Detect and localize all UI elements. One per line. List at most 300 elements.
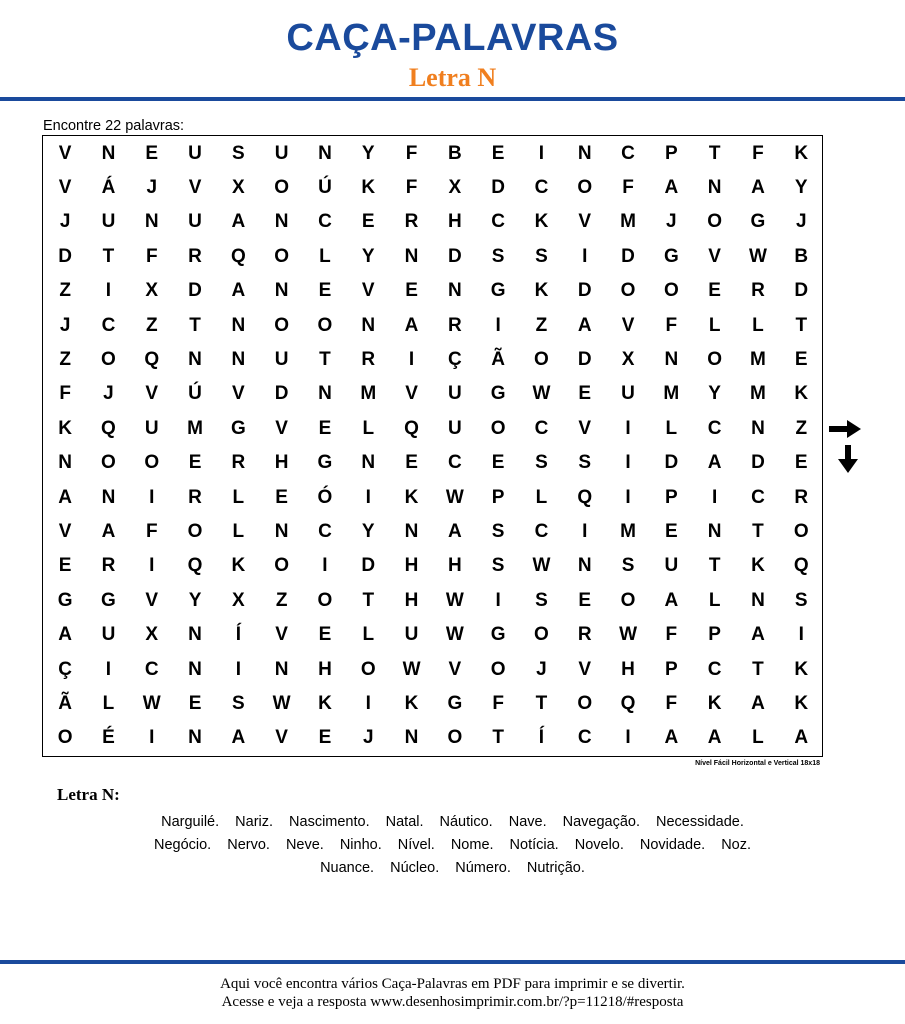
- grid-cell[interactable]: F: [145, 245, 158, 267]
- grid-cell[interactable]: X: [231, 589, 245, 611]
- grid-cell[interactable]: S: [535, 245, 548, 267]
- grid-cell[interactable]: X: [621, 349, 635, 371]
- grid-cell[interactable]: U: [144, 417, 159, 439]
- grid-cell[interactable]: O: [274, 314, 290, 336]
- grid-cell[interactable]: T: [492, 727, 504, 749]
- grid-cell[interactable]: K: [707, 693, 722, 715]
- grid-cell[interactable]: O: [274, 555, 290, 577]
- grid-cell[interactable]: O: [534, 349, 549, 371]
- grid-cell[interactable]: V: [58, 177, 72, 199]
- grid-cell[interactable]: I: [582, 245, 588, 267]
- grid-cell[interactable]: C: [534, 417, 549, 439]
- grid-cell[interactable]: L: [232, 521, 245, 543]
- grid-cell[interactable]: R: [361, 349, 376, 371]
- grid-cell[interactable]: E: [491, 142, 505, 164]
- grid-cell[interactable]: O: [317, 314, 333, 336]
- grid-cell[interactable]: Ú: [318, 177, 332, 199]
- grid-cell[interactable]: B: [794, 245, 809, 267]
- grid-cell[interactable]: E: [318, 280, 332, 302]
- grid-cell[interactable]: L: [362, 624, 375, 646]
- grid-cell[interactable]: Q: [230, 245, 246, 267]
- grid-cell[interactable]: K: [751, 555, 765, 577]
- grid-cell[interactable]: K: [361, 177, 376, 199]
- grid-cell[interactable]: O: [577, 177, 593, 199]
- grid-cell[interactable]: A: [101, 521, 116, 543]
- grid-cell[interactable]: P: [664, 142, 678, 164]
- grid-cell[interactable]: O: [144, 452, 160, 474]
- grid-cell[interactable]: V: [145, 383, 159, 405]
- grid-cell[interactable]: W: [445, 589, 464, 611]
- grid-cell[interactable]: G: [490, 624, 506, 646]
- grid-cell[interactable]: N: [144, 211, 159, 233]
- grid-cell[interactable]: G: [750, 211, 766, 233]
- grid-cell[interactable]: W: [445, 624, 464, 646]
- grid-cell[interactable]: V: [448, 658, 462, 680]
- grid-cell[interactable]: I: [712, 486, 718, 508]
- grid-cell[interactable]: U: [188, 211, 202, 233]
- grid-cell[interactable]: N: [274, 280, 289, 302]
- grid-cell[interactable]: O: [793, 521, 809, 543]
- grid-cell[interactable]: A: [794, 727, 809, 749]
- grid-cell[interactable]: K: [318, 693, 332, 715]
- grid-cell[interactable]: O: [490, 417, 506, 439]
- grid-cell[interactable]: V: [621, 314, 635, 336]
- grid-cell[interactable]: Z: [59, 349, 71, 371]
- grid-cell[interactable]: É: [102, 727, 115, 749]
- grid-cell[interactable]: A: [447, 521, 462, 543]
- grid-cell[interactable]: S: [231, 142, 245, 164]
- grid-cell[interactable]: E: [318, 624, 332, 646]
- grid-cell[interactable]: Q: [144, 349, 160, 371]
- grid-cell[interactable]: W: [272, 693, 291, 715]
- grid-cell[interactable]: O: [101, 452, 116, 474]
- grid-cell[interactable]: O: [274, 245, 290, 267]
- grid-cell[interactable]: C: [707, 658, 722, 680]
- grid-cell[interactable]: I: [582, 521, 588, 543]
- grid-cell[interactable]: Q: [577, 486, 593, 508]
- grid-cell[interactable]: S: [535, 452, 548, 474]
- grid-cell[interactable]: G: [317, 452, 333, 474]
- grid-cell[interactable]: Q: [620, 693, 636, 715]
- grid-cell[interactable]: G: [490, 280, 506, 302]
- grid-cell[interactable]: A: [751, 624, 765, 646]
- grid-cell[interactable]: N: [318, 383, 332, 405]
- grid-cell[interactable]: O: [360, 658, 376, 680]
- grid-cell[interactable]: J: [795, 211, 807, 233]
- grid-cell[interactable]: V: [708, 245, 721, 267]
- grid-cell[interactable]: G: [230, 417, 246, 439]
- grid-cell[interactable]: N: [188, 624, 202, 646]
- grid-cell[interactable]: W: [402, 658, 421, 680]
- grid-cell[interactable]: F: [622, 177, 634, 199]
- grid-cell[interactable]: X: [231, 177, 245, 199]
- grid-cell[interactable]: P: [664, 486, 678, 508]
- grid-cell[interactable]: T: [708, 142, 721, 164]
- grid-cell[interactable]: H: [447, 555, 462, 577]
- grid-cell[interactable]: A: [577, 314, 592, 336]
- grid-cell[interactable]: Ó: [317, 486, 333, 508]
- grid-cell[interactable]: E: [491, 452, 505, 474]
- grid-cell[interactable]: I: [538, 142, 545, 164]
- grid-cell[interactable]: I: [322, 555, 328, 577]
- grid-cell[interactable]: L: [319, 245, 331, 267]
- grid-cell[interactable]: W: [532, 555, 551, 577]
- grid-cell[interactable]: S: [231, 693, 245, 715]
- grid-cell[interactable]: N: [231, 349, 246, 371]
- grid-cell[interactable]: R: [404, 211, 419, 233]
- grid-cell[interactable]: L: [535, 486, 548, 508]
- grid-cell[interactable]: I: [495, 589, 501, 611]
- grid-cell[interactable]: S: [535, 589, 548, 611]
- grid-cell[interactable]: V: [578, 658, 592, 680]
- grid-cell[interactable]: J: [536, 658, 547, 680]
- grid-cell[interactable]: A: [231, 727, 246, 749]
- grid-cell[interactable]: V: [188, 177, 202, 199]
- grid-cell[interactable]: F: [665, 314, 678, 336]
- grid-cell[interactable]: D: [751, 452, 765, 474]
- grid-cell[interactable]: Z: [795, 417, 808, 439]
- grid-cell[interactable]: I: [408, 349, 415, 371]
- grid-cell[interactable]: Á: [101, 177, 116, 199]
- grid-cell[interactable]: U: [447, 383, 462, 405]
- grid-cell[interactable]: I: [625, 452, 631, 474]
- grid-cell[interactable]: E: [188, 693, 202, 715]
- grid-cell[interactable]: N: [274, 211, 289, 233]
- grid-cell[interactable]: I: [105, 280, 112, 302]
- grid-cell[interactable]: S: [491, 521, 505, 543]
- grid-cell[interactable]: C: [621, 142, 635, 164]
- grid-cell[interactable]: K: [231, 555, 246, 577]
- grid-cell[interactable]: Y: [794, 177, 808, 199]
- grid-cell[interactable]: N: [404, 727, 419, 749]
- grid-cell[interactable]: N: [707, 521, 722, 543]
- grid-cell[interactable]: Z: [275, 589, 288, 611]
- grid-cell[interactable]: E: [578, 589, 592, 611]
- grid-cell[interactable]: M: [360, 383, 377, 405]
- grid-cell[interactable]: F: [665, 624, 678, 646]
- grid-cell[interactable]: U: [101, 624, 116, 646]
- grid-cell[interactable]: H: [318, 658, 332, 680]
- grid-cell[interactable]: C: [101, 314, 116, 336]
- grid-cell[interactable]: C: [534, 177, 549, 199]
- grid-cell[interactable]: A: [664, 727, 679, 749]
- grid-cell[interactable]: K: [404, 486, 419, 508]
- grid-cell[interactable]: K: [794, 383, 809, 405]
- grid-cell[interactable]: L: [232, 486, 245, 508]
- grid-cell[interactable]: Y: [361, 521, 375, 543]
- grid-cell[interactable]: U: [404, 624, 419, 646]
- grid-cell[interactable]: N: [447, 280, 462, 302]
- grid-cell[interactable]: J: [103, 383, 114, 405]
- grid-cell[interactable]: E: [318, 727, 332, 749]
- grid-cell[interactable]: F: [405, 142, 418, 164]
- grid-cell[interactable]: W: [532, 383, 551, 405]
- grid-cell[interactable]: I: [625, 727, 631, 749]
- grid-cell[interactable]: D: [621, 245, 635, 267]
- grid-cell[interactable]: N: [404, 521, 419, 543]
- grid-cell[interactable]: E: [58, 555, 72, 577]
- grid-cell[interactable]: D: [274, 383, 289, 405]
- grid-cell[interactable]: W: [748, 245, 767, 267]
- grid-cell[interactable]: N: [318, 142, 332, 164]
- grid-cell[interactable]: X: [448, 177, 462, 199]
- grid-cell[interactable]: D: [794, 280, 809, 302]
- grid-cell[interactable]: F: [492, 693, 504, 715]
- grid-cell[interactable]: R: [188, 486, 202, 508]
- grid-cell[interactable]: X: [145, 280, 159, 302]
- grid-cell[interactable]: Ã: [58, 693, 73, 715]
- grid-cell[interactable]: T: [535, 693, 548, 715]
- grid-cell[interactable]: V: [231, 383, 245, 405]
- grid-cell[interactable]: A: [58, 486, 73, 508]
- grid-cell[interactable]: Q: [793, 555, 809, 577]
- grid-cell[interactable]: Q: [101, 417, 116, 439]
- grid-cell[interactable]: A: [404, 314, 419, 336]
- grid-cell[interactable]: S: [578, 452, 592, 474]
- grid-cell[interactable]: W: [142, 693, 161, 715]
- grid-cell[interactable]: O: [707, 349, 723, 371]
- grid-cell[interactable]: A: [231, 280, 246, 302]
- grid-cell[interactable]: C: [751, 486, 765, 508]
- grid-cell[interactable]: N: [188, 349, 202, 371]
- grid-cell[interactable]: N: [361, 314, 376, 336]
- grid-cell[interactable]: M: [750, 383, 766, 405]
- grid-cell[interactable]: T: [189, 314, 201, 336]
- grid-cell[interactable]: S: [491, 245, 505, 267]
- grid-cell[interactable]: G: [490, 383, 506, 405]
- grid-cell[interactable]: N: [577, 555, 592, 577]
- grid-cell[interactable]: M: [663, 383, 680, 405]
- grid-cell[interactable]: J: [59, 314, 71, 336]
- grid-cell[interactable]: L: [752, 727, 764, 749]
- grid-cell[interactable]: N: [274, 658, 289, 680]
- grid-cell[interactable]: Q: [404, 417, 419, 439]
- grid-cell[interactable]: I: [149, 727, 155, 749]
- grid-cell[interactable]: Y: [188, 589, 202, 611]
- grid-cell[interactable]: E: [405, 452, 418, 474]
- grid-cell[interactable]: N: [231, 314, 246, 336]
- grid-cell[interactable]: H: [404, 589, 419, 611]
- grid-cell[interactable]: T: [102, 245, 115, 267]
- grid-cell[interactable]: G: [447, 693, 463, 715]
- grid-cell[interactable]: I: [149, 486, 155, 508]
- grid-cell[interactable]: V: [275, 624, 288, 646]
- grid-cell[interactable]: C: [491, 211, 506, 233]
- grid-cell[interactable]: Y: [361, 142, 375, 164]
- grid-cell[interactable]: B: [447, 142, 462, 164]
- grid-cell[interactable]: I: [365, 486, 371, 508]
- grid-cell[interactable]: L: [708, 589, 721, 611]
- grid-cell[interactable]: S: [491, 555, 505, 577]
- grid-cell[interactable]: A: [707, 727, 722, 749]
- grid-cell[interactable]: O: [490, 658, 506, 680]
- grid-cell[interactable]: M: [187, 417, 203, 439]
- grid-cell[interactable]: V: [361, 280, 375, 302]
- grid-cell[interactable]: V: [578, 417, 592, 439]
- grid-cell[interactable]: N: [577, 142, 592, 164]
- grid-cell[interactable]: C: [447, 452, 462, 474]
- grid-cell[interactable]: K: [794, 658, 809, 680]
- grid-cell[interactable]: O: [534, 624, 549, 646]
- grid-cell[interactable]: R: [447, 314, 462, 336]
- grid-cell[interactable]: N: [188, 658, 202, 680]
- grid-cell[interactable]: N: [751, 589, 765, 611]
- grid-cell[interactable]: R: [101, 555, 116, 577]
- grid-cell[interactable]: R: [231, 452, 246, 474]
- grid-cell[interactable]: N: [664, 349, 679, 371]
- grid-cell[interactable]: J: [362, 727, 374, 749]
- grid-cell[interactable]: Í: [538, 727, 545, 749]
- grid-cell[interactable]: Q: [187, 555, 203, 577]
- grid-cell[interactable]: S: [794, 589, 808, 611]
- grid-cell[interactable]: T: [708, 555, 721, 577]
- grid-cell[interactable]: W: [445, 486, 464, 508]
- grid-cell[interactable]: N: [404, 245, 419, 267]
- grid-cell[interactable]: X: [145, 624, 159, 646]
- grid-cell[interactable]: D: [664, 452, 679, 474]
- grid-cell[interactable]: N: [188, 727, 202, 749]
- grid-cell[interactable]: E: [275, 486, 288, 508]
- grid-cell[interactable]: E: [405, 280, 418, 302]
- grid-cell[interactable]: O: [57, 727, 73, 749]
- grid-cell[interactable]: T: [362, 589, 375, 611]
- grid-cell[interactable]: R: [751, 280, 765, 302]
- grid-cell[interactable]: Y: [708, 383, 721, 405]
- grid-cell[interactable]: S: [621, 555, 635, 577]
- grid-cell[interactable]: V: [578, 211, 592, 233]
- grid-cell[interactable]: J: [59, 211, 71, 233]
- grid-cell[interactable]: A: [231, 211, 246, 233]
- grid-cell[interactable]: O: [663, 280, 679, 302]
- grid-cell[interactable]: Z: [535, 314, 548, 336]
- grid-cell[interactable]: D: [361, 555, 376, 577]
- grid-cell[interactable]: D: [491, 177, 506, 199]
- grid-cell[interactable]: U: [664, 555, 679, 577]
- grid-cell[interactable]: F: [752, 142, 764, 164]
- grid-cell[interactable]: K: [404, 693, 419, 715]
- grid-cell[interactable]: O: [577, 693, 593, 715]
- grid-cell[interactable]: E: [578, 383, 592, 405]
- grid-cell[interactable]: C: [707, 417, 722, 439]
- grid-cell[interactable]: M: [620, 211, 636, 233]
- grid-cell[interactable]: J: [666, 211, 677, 233]
- grid-cell[interactable]: I: [625, 417, 631, 439]
- grid-cell[interactable]: T: [795, 314, 808, 336]
- grid-cell[interactable]: D: [447, 245, 462, 267]
- grid-cell[interactable]: E: [794, 452, 808, 474]
- grid-cell[interactable]: W: [619, 624, 637, 646]
- grid-cell[interactable]: N: [101, 486, 116, 508]
- grid-cell[interactable]: F: [405, 177, 418, 199]
- grid-cell[interactable]: P: [708, 624, 721, 646]
- grid-cell[interactable]: D: [58, 245, 73, 267]
- grid-cell[interactable]: Z: [145, 314, 158, 336]
- grid-cell[interactable]: Ú: [188, 383, 202, 405]
- grid-cell[interactable]: I: [365, 693, 371, 715]
- grid-cell[interactable]: K: [58, 417, 73, 439]
- grid-cell[interactable]: C: [144, 658, 159, 680]
- grid-cell[interactable]: O: [187, 521, 203, 543]
- grid-cell[interactable]: L: [708, 314, 721, 336]
- grid-cell[interactable]: V: [405, 383, 418, 405]
- grid-cell[interactable]: H: [621, 658, 635, 680]
- grid-cell[interactable]: U: [274, 349, 289, 371]
- grid-cell[interactable]: N: [361, 452, 376, 474]
- grid-cell[interactable]: Ç: [58, 658, 73, 680]
- grid-cell[interactable]: V: [145, 589, 159, 611]
- grid-cell[interactable]: Í: [235, 624, 241, 646]
- grid-cell[interactable]: L: [752, 314, 764, 336]
- grid-cell[interactable]: E: [318, 417, 332, 439]
- grid-cell[interactable]: T: [752, 658, 764, 680]
- grid-cell[interactable]: Ç: [447, 349, 462, 371]
- grid-cell[interactable]: A: [58, 624, 73, 646]
- grid-cell[interactable]: A: [751, 693, 765, 715]
- grid-cell[interactable]: A: [664, 177, 679, 199]
- grid-cell[interactable]: I: [105, 658, 112, 680]
- grid-cell[interactable]: C: [577, 727, 592, 749]
- grid-cell[interactable]: E: [794, 349, 808, 371]
- grid-cell[interactable]: M: [620, 521, 636, 543]
- grid-cell[interactable]: E: [188, 452, 202, 474]
- grid-cell[interactable]: E: [708, 280, 721, 302]
- grid-cell[interactable]: U: [447, 417, 462, 439]
- grid-cell[interactable]: V: [275, 417, 288, 439]
- grid-cell[interactable]: N: [101, 142, 116, 164]
- grid-cell[interactable]: I: [625, 486, 631, 508]
- grid-cell[interactable]: K: [794, 142, 809, 164]
- grid-cell[interactable]: E: [361, 211, 375, 233]
- grid-cell[interactable]: M: [750, 349, 766, 371]
- grid-cell[interactable]: U: [188, 142, 202, 164]
- grid-cell[interactable]: O: [620, 589, 636, 611]
- grid-cell[interactable]: Ã: [491, 349, 506, 371]
- grid-cell[interactable]: H: [274, 452, 289, 474]
- grid-cell[interactable]: G: [57, 589, 73, 611]
- grid-cell[interactable]: I: [798, 624, 804, 646]
- grid-cell[interactable]: O: [317, 589, 333, 611]
- grid-cell[interactable]: F: [665, 693, 678, 715]
- grid-cell[interactable]: G: [101, 589, 116, 611]
- grid-cell[interactable]: I: [149, 555, 155, 577]
- grid-cell[interactable]: P: [664, 658, 678, 680]
- grid-cell[interactable]: Y: [361, 245, 375, 267]
- grid-cell[interactable]: T: [752, 521, 764, 543]
- grid-cell[interactable]: U: [274, 142, 289, 164]
- grid-cell[interactable]: N: [58, 452, 73, 474]
- grid-cell[interactable]: A: [664, 589, 679, 611]
- grid-cell[interactable]: K: [794, 693, 809, 715]
- grid-cell[interactable]: K: [534, 280, 549, 302]
- grid-cell[interactable]: R: [794, 486, 809, 508]
- grid-cell[interactable]: K: [534, 211, 549, 233]
- grid-cell[interactable]: L: [665, 417, 678, 439]
- grid-cell[interactable]: P: [491, 486, 505, 508]
- grid-cell[interactable]: J: [146, 177, 158, 199]
- grid-cell[interactable]: O: [274, 177, 290, 199]
- grid-cell[interactable]: R: [188, 245, 202, 267]
- grid-cell[interactable]: H: [447, 211, 462, 233]
- grid-cell[interactable]: O: [620, 280, 636, 302]
- grid-cell[interactable]: D: [188, 280, 202, 302]
- grid-cell[interactable]: H: [404, 555, 419, 577]
- grid-cell[interactable]: F: [145, 521, 158, 543]
- grid-cell[interactable]: U: [101, 211, 116, 233]
- grid-cell[interactable]: E: [145, 142, 159, 164]
- grid-cell[interactable]: R: [577, 624, 592, 646]
- grid-cell[interactable]: I: [235, 658, 241, 680]
- grid-cell[interactable]: C: [534, 521, 549, 543]
